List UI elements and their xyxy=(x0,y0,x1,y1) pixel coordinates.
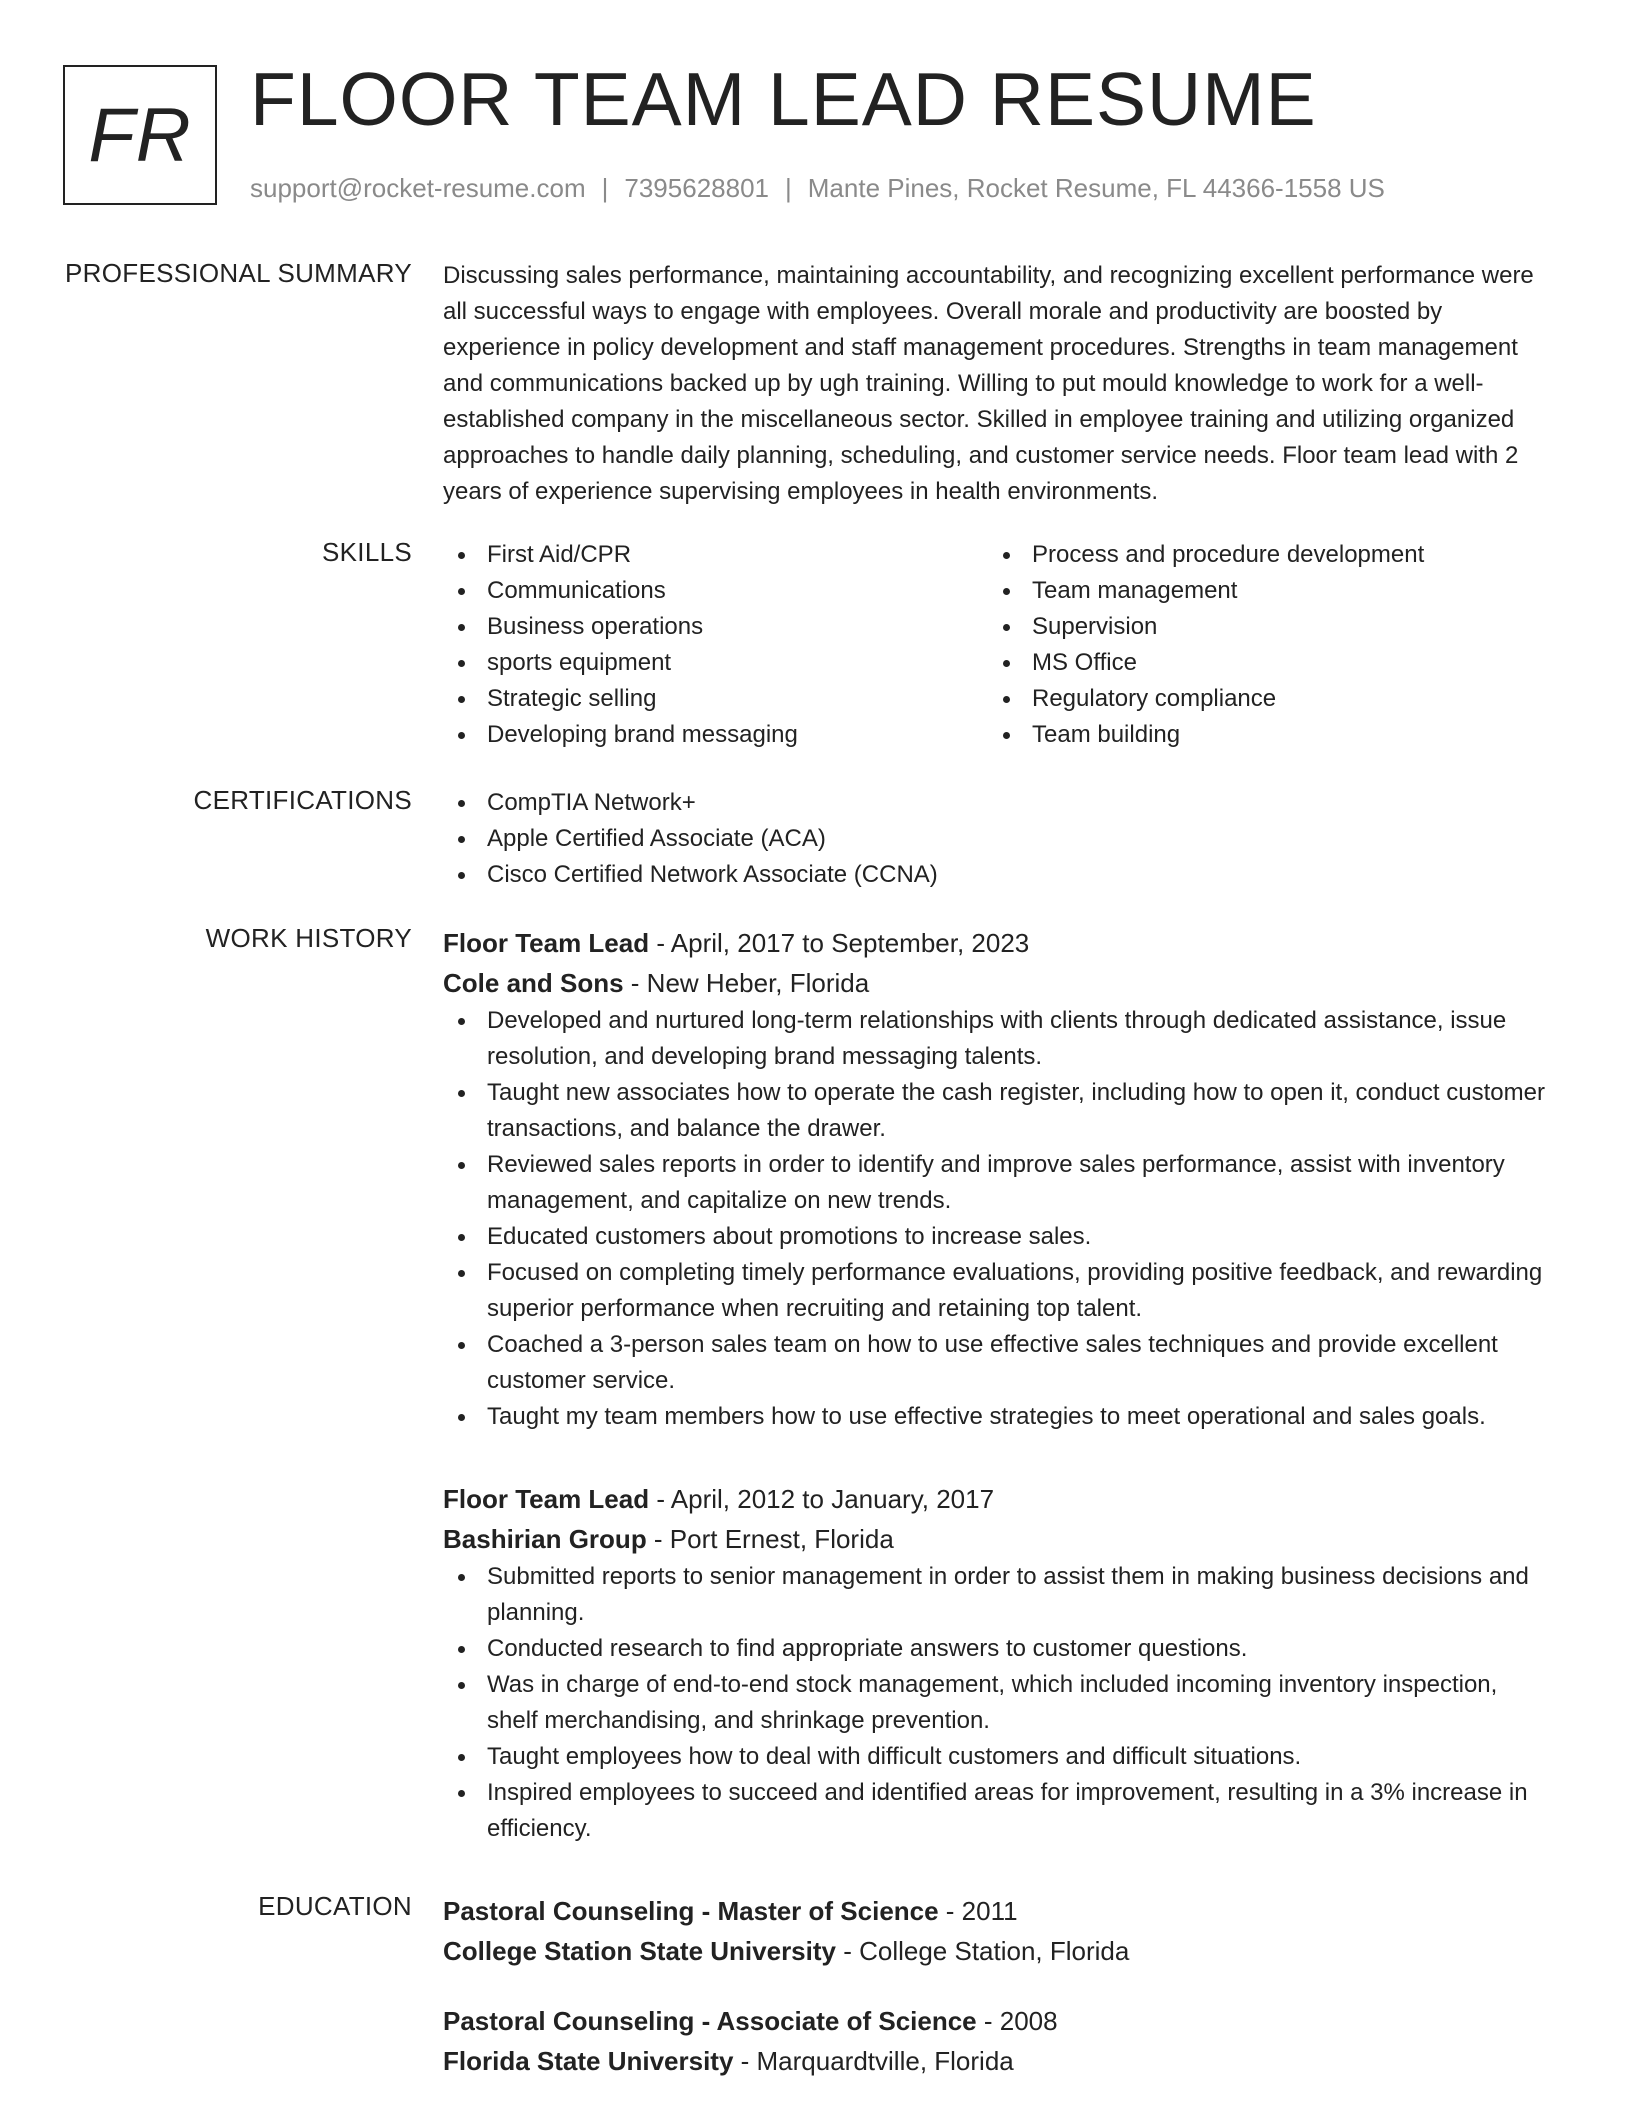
job-duty-item: Educated customers about promotions to increase sales. xyxy=(443,1219,1553,1255)
job-company-line xyxy=(443,1519,1553,1559)
section-label-education: EDUCATION xyxy=(258,1891,412,1921)
education-degree: Pastoral Counseling - Master of Science xyxy=(443,1896,939,1926)
education-body xyxy=(443,1891,1553,2081)
education-location: - College Station, Florida xyxy=(835,1936,1130,1966)
contact-separator: | xyxy=(785,173,792,203)
job-duty-item: Coached a 3-person sales team on how to use effective sales techniques and provide excellent customer service. xyxy=(443,1327,1553,1399)
skill-item: MS Office xyxy=(988,645,1533,681)
education-school-line xyxy=(443,1931,1553,1971)
summary-body xyxy=(443,258,1553,510)
contact-phone: 7395628801 xyxy=(624,173,769,203)
skills-grid xyxy=(443,537,1553,753)
skill-item: First Aid/CPR xyxy=(443,537,988,573)
skills-body xyxy=(443,537,1553,753)
section-label-summary: PROFESSIONAL SUMMARY xyxy=(65,258,412,288)
skill-item: Strategic selling xyxy=(443,681,988,717)
monogram-logo: FR xyxy=(63,65,217,205)
job-entry-2 xyxy=(443,1479,1553,1847)
job-title: Floor Team Lead xyxy=(443,928,650,958)
education-school: Florida State University xyxy=(443,2046,734,2076)
job-company-line xyxy=(443,963,1553,1003)
job-title-line xyxy=(443,1479,1553,1519)
job-company: Bashirian Group xyxy=(443,1524,647,1554)
job-duty-item: Developed and nurtured long-term relationships with clients through dedicated assistance, issue resolution, and developing brand messaging talents. xyxy=(443,1003,1553,1075)
certification-item: CompTIA Network+ xyxy=(443,785,1553,821)
job-duty-item: Submitted reports to senior management in order to assist them in making business decisions and planning. xyxy=(443,1559,1553,1631)
skill-item: Communications xyxy=(443,573,988,609)
job-company: Cole and Sons xyxy=(443,968,624,998)
skill-item: Supervision xyxy=(988,609,1533,645)
job-duty-item: Conducted research to find appropriate answers to customer questions. xyxy=(443,1631,1553,1667)
job-title-line xyxy=(443,923,1553,963)
section-label-certifications: CERTIFICATIONS xyxy=(193,785,412,815)
education-year: - 2008 xyxy=(976,2006,1058,2036)
job-duty-item: Taught my team members how to use effective strategies to meet operational and sales goals. xyxy=(443,1399,1553,1435)
contact-separator: | xyxy=(601,173,609,203)
education-year: - 2011 xyxy=(938,1896,1018,1926)
job-location: - Port Ernest, Florida xyxy=(646,1524,894,1554)
section-label-skills: SKILLS xyxy=(322,537,412,567)
job-duties-list xyxy=(443,1559,1553,1847)
skill-item: Business operations xyxy=(443,609,988,645)
job-duty-item: Was in charge of end-to-end stock management, which included incoming inventory inspection, shelf merchandising, and shrinkage prevention. xyxy=(443,1667,1553,1739)
skill-item: Process and procedure development xyxy=(988,537,1533,573)
page-title: FLOOR TEAM LEAD RESUME xyxy=(250,57,1317,141)
job-duty-item: Focused on completing timely performance evaluations, providing positive feedback, and rewarding superior performance when recruiting and retaining top talent. xyxy=(443,1255,1553,1327)
education-entry xyxy=(443,2001,1553,2081)
job-dates: - April, 2012 to January, 2017 xyxy=(649,1484,995,1514)
certifications-body xyxy=(443,785,1553,893)
education-school: College Station State University xyxy=(443,1936,836,1966)
certifications-list xyxy=(443,785,1553,893)
skill-item: Regulatory compliance xyxy=(988,681,1533,717)
job-duty-item: Reviewed sales reports in order to identify and improve sales performance, assist with inventory management, and capitalize on new trends. xyxy=(443,1147,1553,1219)
skill-item: sports equipment xyxy=(443,645,988,681)
section-label-work-history: WORK HISTORY xyxy=(205,923,412,953)
education-degree-line xyxy=(443,1891,1553,1931)
job-location: - New Heber, Florida xyxy=(623,968,870,998)
skill-item: Developing brand messaging xyxy=(443,717,988,753)
job-duty-item: Inspired employees to succeed and identified areas for improvement, resulting in a 3% increase in efficiency. xyxy=(443,1775,1553,1847)
certification-item: Apple Certified Associate (ACA) xyxy=(443,821,1553,857)
contact-email: support@rocket-resume.com xyxy=(250,173,586,203)
job-title: Floor Team Lead xyxy=(443,1484,650,1514)
education-school-line xyxy=(443,2041,1553,2081)
contact-address: Mante Pines, Rocket Resume, FL 44366-1558 US xyxy=(807,173,1385,203)
job-duty-item: Taught employees how to deal with difficult customers and difficult situations. xyxy=(443,1739,1553,1775)
education-degree-line xyxy=(443,2001,1553,2041)
job-entry-1 xyxy=(443,923,1553,1435)
certification-item: Cisco Certified Network Associate (CCNA) xyxy=(443,857,1553,893)
skills-column-right xyxy=(988,537,1533,753)
education-degree: Pastoral Counseling - Associate of Science xyxy=(443,2006,977,2036)
skills-column-left xyxy=(443,537,988,753)
job-duty-item: Taught new associates how to operate the cash register, including how to open it, conduct customer transactions, and balance the drawer. xyxy=(443,1075,1553,1147)
job-dates: - April, 2017 to September, 2023 xyxy=(649,928,1030,958)
contact-line xyxy=(250,173,1385,204)
education-location: - Marquardtville, Florida xyxy=(733,2046,1014,2076)
education-entry xyxy=(443,1891,1553,1971)
skill-item: Team building xyxy=(988,717,1533,753)
summary-text: Discussing sales performance, maintaining accountability, and recognizing excellent performance were all successful ways to engage with employees. Overall morale and productivity are boosted by experience in policy development and staff management procedures. Strengths in team management and communications backed up by ugh training. Willing to put mould knowledge to work for a well-established company in the miscellaneous sector. Skilled in employee training and utilizing organized approaches to handle daily planning, scheduling, and customer service needs. Floor team lead with 2 years of experience supervising employees in health environments. xyxy=(443,262,1534,505)
skill-item: Team management xyxy=(988,573,1533,609)
job-duties-list xyxy=(443,1003,1553,1435)
